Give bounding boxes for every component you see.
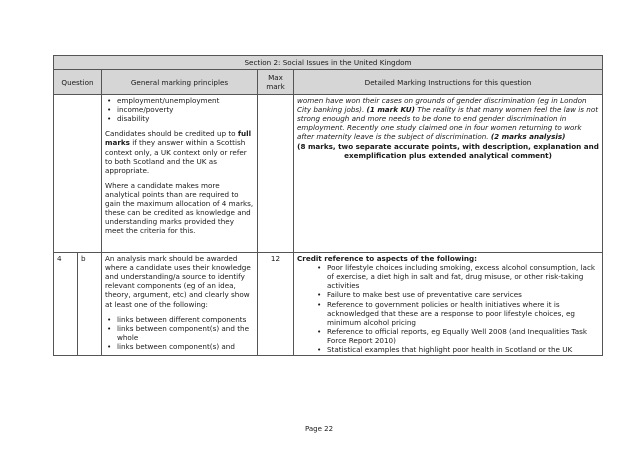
section-title: Section 2: Social Issues in the United Kingdom bbox=[54, 56, 603, 70]
detail-cell bbox=[294, 253, 603, 356]
principles-cell bbox=[102, 95, 258, 253]
marking-table bbox=[53, 55, 603, 356]
detail-cell bbox=[294, 95, 603, 253]
detailed-header: Detailed Marking Instructions for this question bbox=[294, 70, 603, 95]
list-item: • links between component(s) and bbox=[105, 342, 254, 351]
list-item: • income/poverty bbox=[105, 105, 254, 114]
question-cell-empty bbox=[54, 95, 102, 253]
max-mark-value: 12 bbox=[258, 253, 294, 356]
credit-paragraph: Candidates should be credited up to full marks if they answer within a Scottish context only, a UK context only or refer to both Scotland and the UK as appropriate. bbox=[105, 129, 252, 175]
page-number: Page 22 bbox=[304, 425, 334, 433]
analysis-intro: An analysis mark should be awarded where a candidate uses their knowledge and understanding/a source to identify relevant components (eg of an idea, theory, argument, etc) and clearly show at least one of the following: bbox=[105, 254, 251, 309]
list-item: • Failure to make best use of preventative care services bbox=[315, 290, 599, 299]
list-item: • disability bbox=[105, 114, 254, 123]
list-item: • Statistical examples that highlight poor health in Scotland or the UK bbox=[315, 345, 599, 354]
max-mark-cell-empty bbox=[258, 95, 294, 253]
table-row bbox=[54, 253, 603, 356]
credit-heading: Credit reference to aspects of the following: bbox=[297, 254, 478, 264]
list-item: • links between component(s) and the whole bbox=[105, 324, 254, 342]
question-header: Question bbox=[54, 70, 102, 95]
list-item: • Reference to government policies or health initiatives where it is acknowledged that these are a response to poor lifestyle choices, eg minimum alcohol pricing bbox=[315, 300, 599, 327]
list-item: • Reference to official reports, eg Equally Well 2008 (and Inequalities Task Force Report 2010) bbox=[315, 327, 599, 345]
analytical-paragraph: Where a candidate makes more analytical points than are required to gain the maximum allocation of 4 marks, these can be credited as knowledge and understanding marks provided they meet the criteria for this. bbox=[105, 180, 254, 236]
principles-header: General marking principles bbox=[102, 70, 258, 95]
principles-cell bbox=[102, 253, 258, 356]
question-part: b bbox=[78, 253, 102, 356]
detail-summary: (8 marks, two separate accurate points, with description, explanation and exemplification plus extended analytical comment) bbox=[297, 141, 599, 160]
credit-list bbox=[297, 263, 599, 354]
table-row bbox=[54, 95, 603, 253]
list-item: • links between different components bbox=[105, 315, 254, 324]
list-item: • Poor lifestyle choices including smoking, excess alcohol consumption, lack of exercise, a diet high in salt and fat, drug misuse, or other risk-taking activities bbox=[315, 263, 599, 290]
max-mark-header: Max mark bbox=[258, 70, 294, 95]
list-item: • employment/unemployment bbox=[105, 96, 254, 105]
question-number: 4 bbox=[54, 253, 78, 356]
detail-text: women have won their cases on grounds of gender discrimination (eg in London City banking jobs). (1 mark KU) The reality is that many women feel the law is not strong enough and more needs to be done to end gender discrimination in employment. Recently one study claimed one in four women returning to work after maternity leave is the subject of discrimination. (2 marks analysis) bbox=[297, 96, 599, 142]
